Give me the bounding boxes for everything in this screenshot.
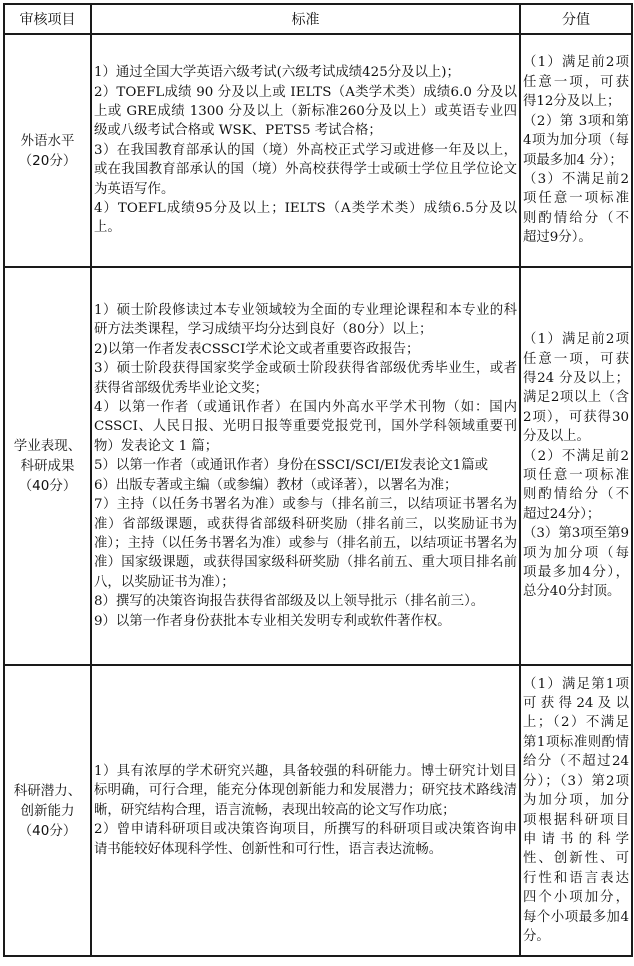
score-rule: （1）满足前2项任意一项，可获得12分及以上； (523, 55, 629, 110)
review-item-cell (4, 267, 91, 665)
standard-clause: 1）通过全国大学英语六级考试(六级考试成绩425分及以上)； (94, 65, 460, 81)
review-criteria-table (3, 3, 633, 957)
standard-clause: 4）以第一作者（或通讯作者）在国内外高水平学术刊物（如：国内CSSCI、人民日报、光明日报等重要党报党刊，国外学科领域重要刊物）发表论文 1 篇； (94, 400, 517, 454)
standard-clause: 4）TOEFL成绩95分及以上；IELTS（A类学术类）成绩6.5分及以上。 (94, 201, 517, 236)
score-rule: （1）满足第1项可获得24及以上；（2）不满足第1项标准则酌情给分（不超过24分）；（3）第2项为加分项，加分项根据科研项目申请书的科学性、创新性、可行性和语言表达四个小项加分，每个小项最多加4 分。 (523, 676, 629, 944)
standard-clause: 1）具有浓厚的学术研究兴趣，具备较强的科研能力。博士研究计划目标明确，可行合理，能充分体现创新能力和发展潜力；研究技术路线清晰，研究结构合理，语言流畅，表现出较高的论文写作功底； (94, 763, 517, 818)
standard-clause: 8）撰写的决策咨询报告获得省部级及以上领导批示（排名前三）。 (94, 594, 485, 610)
review-item-cell (4, 34, 91, 267)
score-cell (520, 665, 632, 956)
standard-cell (91, 665, 520, 956)
score-rule: （1）满足前2项任意一项，可获得24 分及以上；满足2项以上（含2项），可获得30分及以上。 (523, 332, 629, 445)
review-item-label: 外语水平 (20, 132, 75, 149)
standard-clause: 2）曾申请科研项目或决策咨询项目，所撰写的科研项目或决策咨询申请书能较好体现科学性、创新性和可行性，语言表达流畅。 (94, 822, 517, 857)
review-item-points: （40分） (18, 822, 77, 839)
score-rule: （3）不满足前2项任意一项标准则酌情给分（不超过9分）。 (523, 171, 629, 246)
standard-clause: 6）出版专著或主编（或参编）教材（或译著），以署名为准； (94, 477, 458, 493)
score-rule: （3）第3项至第9项为加分项（每项最多加4分），总分40分封顶。 (523, 526, 629, 600)
review-item-label: 科研成果 (20, 458, 75, 474)
table-row-academic-performance (4, 267, 632, 665)
standard-clause: 3）在我国教育部承认的国（境）外高校正式学习或进修一年及以上，或在我国教育部承认的国（境）外高校获得学士或硕士学位且学位论文为英语写作。 (94, 142, 517, 197)
standard-cell (91, 267, 520, 665)
review-item-label: 学业表现、 (13, 438, 82, 454)
standard-clause: 2）TOEFL成绩 90 分及以上或 IELTS（A类学术类）成绩6.0 分及以上或 GRE成绩 1300 分及以上（新标准260分及以上）或英语专业四级或八级考试合格或 WSK、PETS5 考试合格； (94, 84, 517, 139)
table-row-foreign-language (4, 34, 632, 267)
standard-clause: 1）硕士阶段修读过本专业领域较为全面的专业理论课程和本专业的科研方法类课程，学习成绩平均分达到良好（80分）以上； (94, 303, 517, 338)
standard-clause: 3）硕士阶段获得国家奖学金或硕士阶段获得省部级优秀毕业生，或者获得省部级优秀毕业论文奖； (94, 361, 517, 396)
score-cell (520, 267, 632, 665)
review-item-label: 科研潜力、 (13, 782, 82, 799)
header-review-item: 审核项目 (4, 4, 91, 34)
standard-clause: 9）以第一作者身份获批本专业相关发明专利或软件著作权。 (94, 613, 451, 629)
review-item-points: （40分） (18, 478, 77, 494)
score-rule: （2）不满足前2项任意一项标准则酌情给分（不超过24分）； (523, 448, 629, 522)
table-row-research-potential (4, 665, 632, 956)
standard-clause: 7）主持（以任务书署名为准）或参与（排名前三，以结项证书署名为准）省部级课题，或获得省部级科研奖励（排名前三，以奖励证书为准）；主持（以任务书署名为准）或参与（排名前五，以结项证书署名为准）国家级课题，或获得国家级科研奖励（排名前五、重大项目排名前八，以奖励证书为准）； (94, 497, 517, 590)
standard-clause: 2)以第一作者发表CSSCI学术论文或者重要咨政报告； (94, 341, 420, 357)
standard-cell (91, 34, 520, 267)
standard-clause: 5）以第一作者（或通讯作者）身份在SSCI/SCI/EI发表论文1篇或 (94, 458, 489, 474)
score-rule: （2）第 3项和第4项为加分项（每项最多加4 分）； (523, 113, 629, 168)
header-standard: 标准 (91, 4, 520, 34)
header-score: 分值 (520, 4, 632, 34)
review-item-points: （20分） (18, 152, 77, 169)
review-item-label: 创新能力 (20, 802, 75, 819)
header-row (4, 4, 632, 34)
score-cell (520, 34, 632, 267)
review-item-cell (4, 665, 91, 956)
